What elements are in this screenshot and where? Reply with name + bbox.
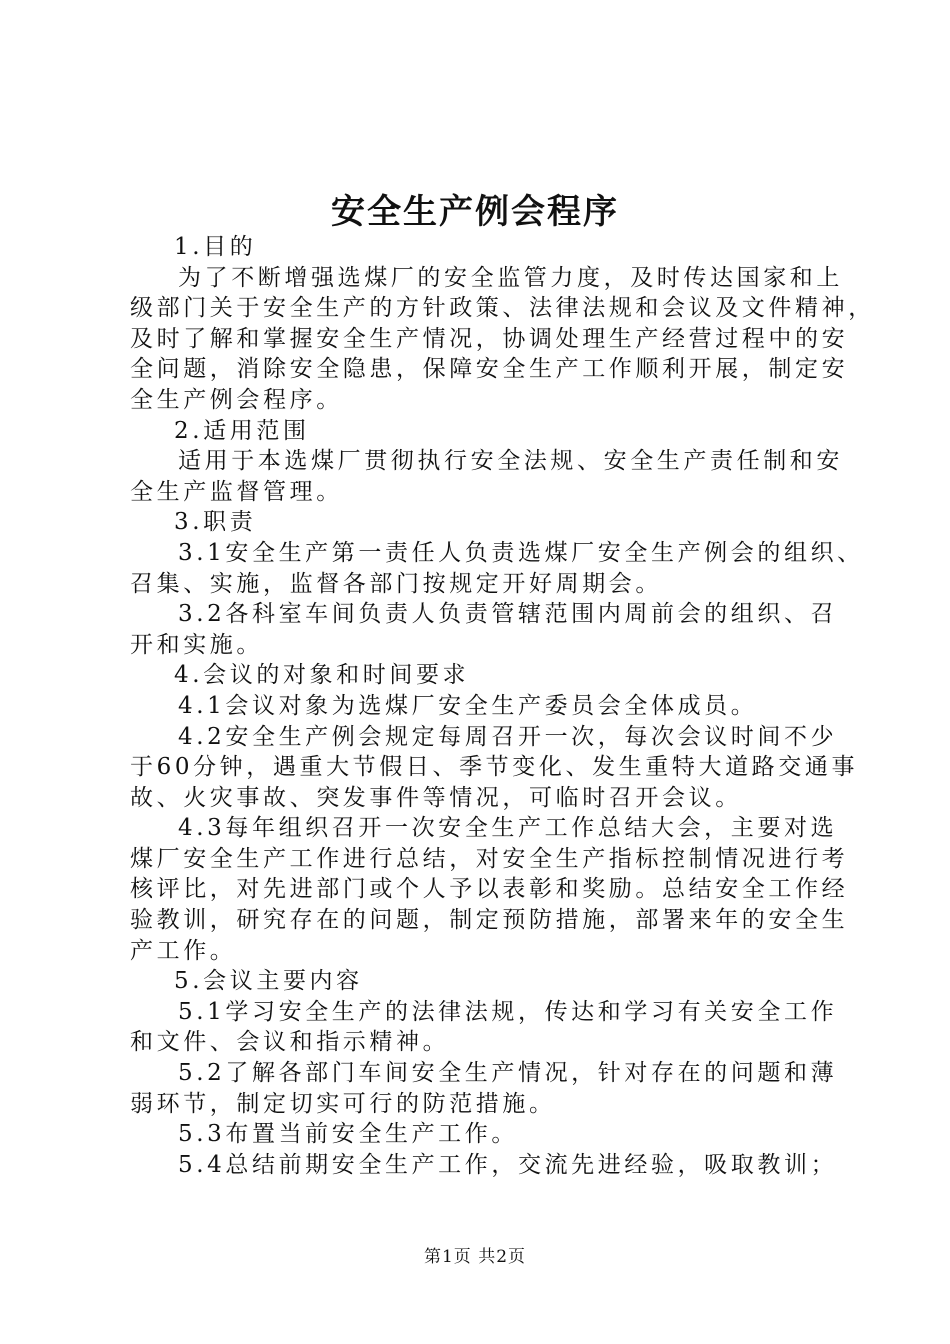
- paragraph: [130, 446, 843, 507]
- text-line: 全问题，消除安全隐患，保障安全生产工作顺利开展，制定安: [130, 356, 849, 383]
- text-line: 4.2安全生产例会规定每周召开一次，每次会议时间不少: [178, 723, 838, 750]
- text-line: 2.适用范围: [174, 417, 310, 444]
- text-line: 验教训，研究存在的问题，制定预防措施，部署来年的安全生: [130, 907, 849, 934]
- paragraph: [130, 813, 849, 966]
- text-line: 故、火灾事故、突发事件等情况，可临时召开会议。: [130, 784, 742, 811]
- paragraph: [130, 1058, 840, 1119]
- text-line: 3.1安全生产第一责任人负责选煤厂安全生产例会的组织、: [178, 539, 864, 566]
- paragraph: [130, 691, 840, 722]
- paragraph: [130, 1150, 840, 1181]
- section-heading: [130, 416, 840, 447]
- text-line: 于60分钟，遇重大节假日、季节变化、发生重特大道路交通事: [130, 754, 859, 781]
- paragraph: [130, 538, 864, 599]
- paragraph: [130, 1119, 840, 1150]
- text-line: 开和实施。: [130, 631, 263, 658]
- text-line: 4.3每年组织召开一次安全生产工作总结大会，主要对选: [178, 815, 838, 842]
- text-line: 煤厂安全生产工作进行总结，对安全生产指标控制情况进行考: [130, 845, 849, 872]
- text-line: 4.1会议对象为选煤厂安全生产委员会全体成员。: [178, 692, 758, 719]
- section-heading: [130, 660, 840, 691]
- text-line: 3.2各科室车间负责人负责管辖范围内周前会的组织、召: [178, 601, 838, 628]
- paragraph: [130, 997, 840, 1058]
- paragraph: [130, 722, 859, 814]
- text-line: 5.3布置当前安全生产工作。: [178, 1121, 518, 1148]
- text-line: 及时了解和掌握安全生产情况，协调处理生产经营过程中的安: [130, 325, 849, 352]
- section-heading: [130, 507, 840, 538]
- text-line: 4.会议的对象和时间要求: [174, 662, 470, 689]
- text-line: 召集、实施，监督各部门按规定开好周期会。: [130, 570, 662, 597]
- text-line: 1.目的: [174, 234, 257, 260]
- text-line: 适用于本选煤厂贯彻执行安全法规、安全生产责任制和安: [178, 448, 843, 475]
- text-line: 弱环节，制定切实可行的防范措施。: [130, 1090, 556, 1117]
- text-line: 为了不断增强选煤厂的安全监管力度，及时传达国家和上: [178, 264, 843, 291]
- text-line: 级部门关于安全生产的方针政策、法律法规和会议及文件精神，: [130, 295, 875, 322]
- document-body: [130, 232, 875, 1180]
- text-line: 全生产监督管理。: [130, 478, 343, 505]
- section-heading: [130, 232, 840, 263]
- section-heading: [130, 966, 840, 997]
- text-line: 5.1学习安全生产的法律法规，传达和学习有关安全工作: [178, 998, 838, 1025]
- text-line: 5.2了解各部门车间安全生产情况，针对存在的问题和薄: [178, 1060, 838, 1087]
- text-line: 5.会议主要内容: [174, 968, 363, 995]
- text-line: 3.职责: [174, 509, 257, 536]
- paragraph: [130, 599, 840, 660]
- text-line: 产工作。: [130, 937, 237, 964]
- text-line: 5.4总结前期安全生产工作，交流先进经验，吸取教训；: [178, 1151, 838, 1178]
- document-title: 安全生产例会程序: [331, 192, 619, 232]
- paragraph: [130, 263, 875, 416]
- page-footer: 第1页 共2页: [423, 1247, 527, 1267]
- text-line: 和文件、会议和指示精神。: [130, 1029, 450, 1056]
- text-line: 核评比，对先进部门或个人予以表彰和奖励。总结安全工作经: [130, 876, 849, 903]
- text-line: 全生产例会程序。: [130, 386, 343, 413]
